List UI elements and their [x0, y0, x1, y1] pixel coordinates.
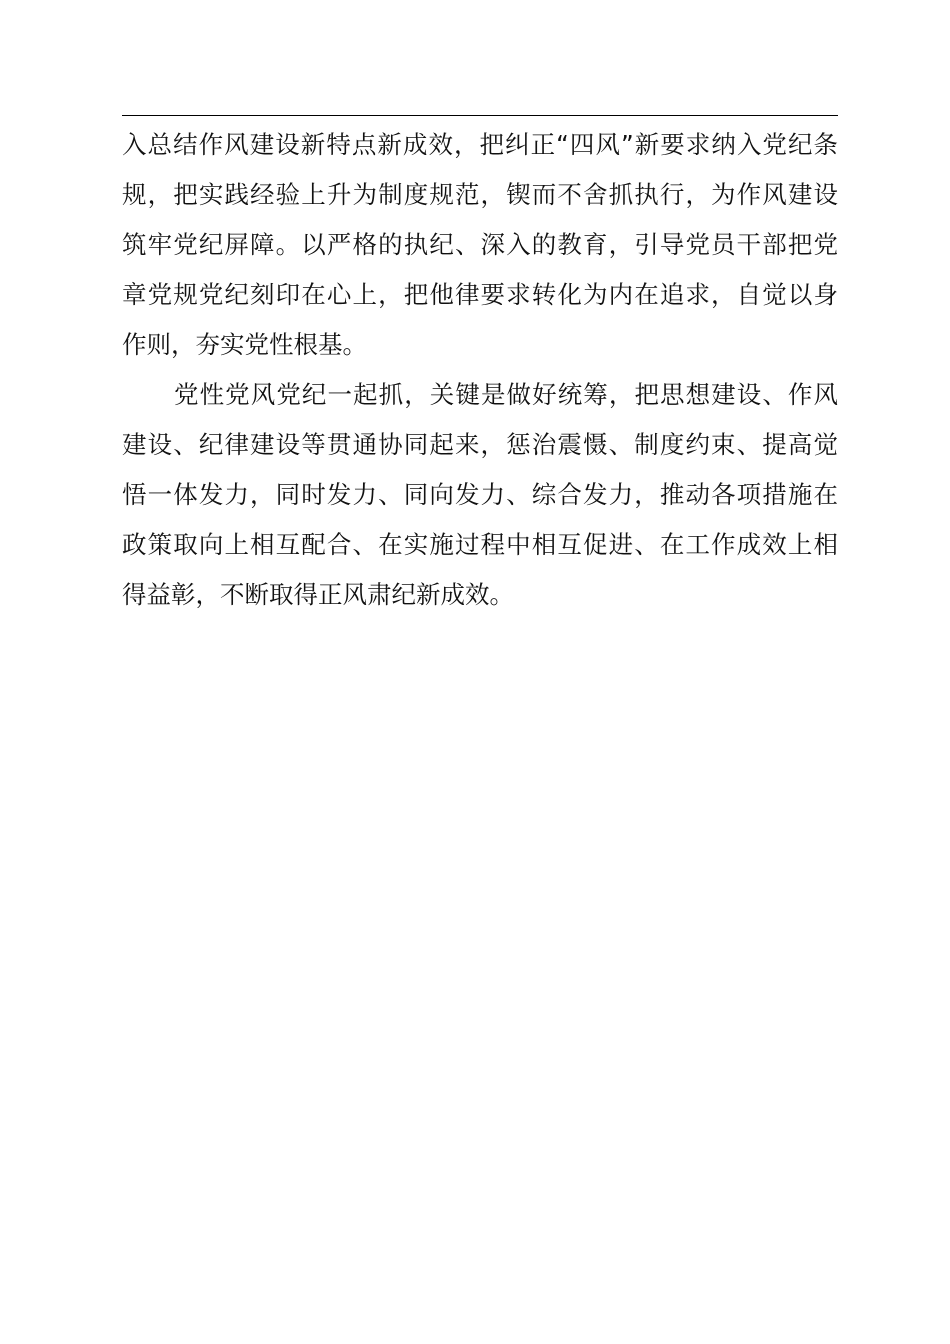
text-line: 入总结作风建设新特点新成效，把纠正“四风”新要求纳入党纪条 [122, 130, 838, 159]
text-line: 政策取向上相互配合、在实施过程中相互促进、在工作成效上相 [122, 530, 838, 559]
text-line: 得益彰，不断取得正风肃纪新成效。 [122, 580, 514, 609]
paragraph-2 [122, 370, 838, 620]
text-line: 建设、纪律建设等贯通协同起来，惩治震慑、制度约束、提高觉 [122, 430, 838, 459]
text-line: 章党规党纪刻印在心上，把他律要求转化为内在追求，自觉以身 [122, 280, 838, 309]
text-line: 作则，夯实党性根基。 [122, 330, 367, 359]
text-line: 党性党风党纪一起抓，关键是做好统筹，把思想建设、作风 [174, 380, 838, 409]
text-line: 筑牢党纪屏障。以严格的执纪、深入的教育，引导党员干部把党 [122, 230, 838, 259]
paragraph-1 [122, 120, 838, 370]
header-rule [122, 115, 838, 116]
text-line: 规，把实践经验上升为制度规范，锲而不舍抓执行，为作风建设 [122, 180, 838, 209]
body-text [122, 120, 838, 620]
text-line: 悟一体发力，同时发力、同向发力、综合发力，推动各项措施在 [122, 480, 838, 509]
